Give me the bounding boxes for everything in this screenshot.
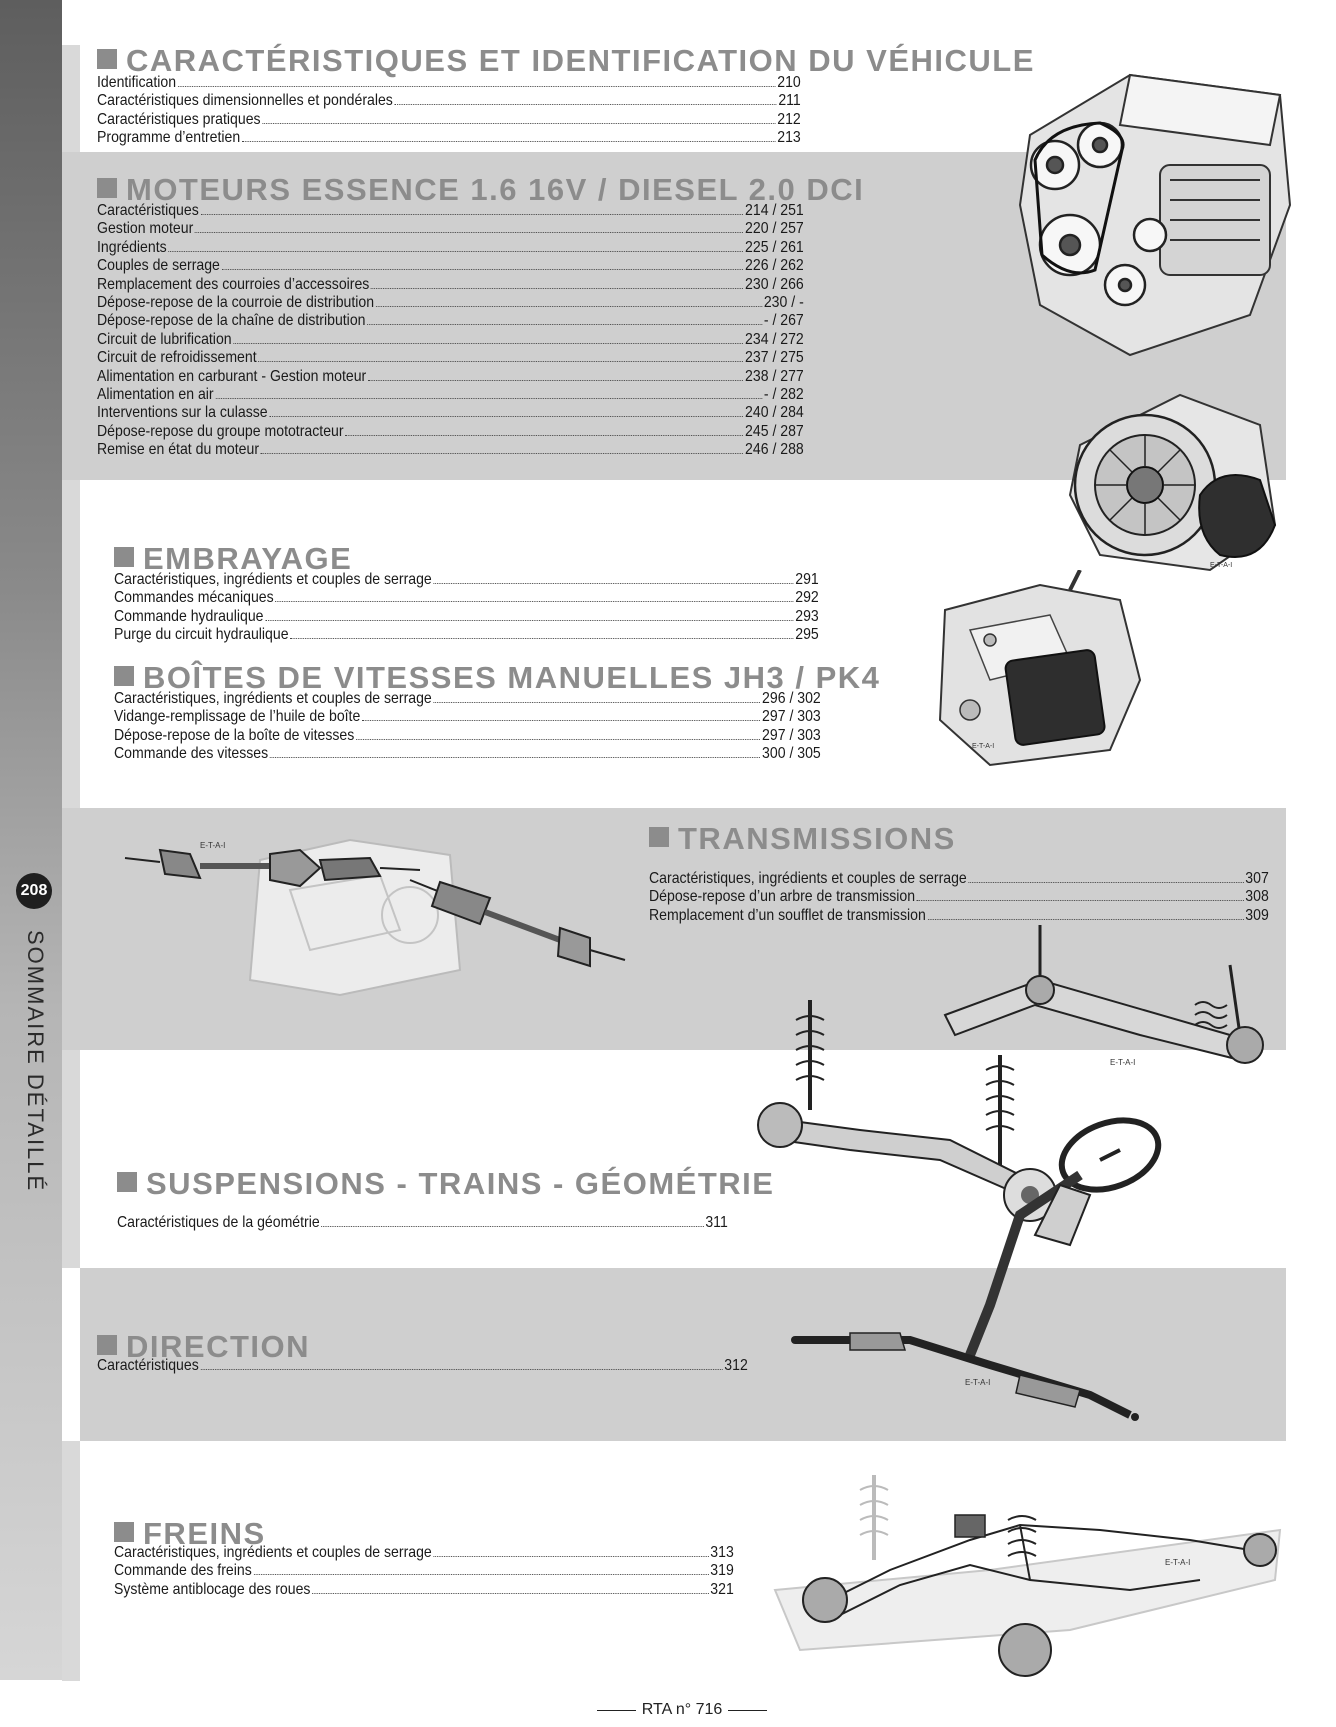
footer-text: RTA n° 716 [641, 1701, 723, 1718]
toc-item[interactable] [97, 441, 804, 459]
toc-item-page: 240 / 284 [745, 404, 804, 422]
toc-item-label: Caractéristiques, ingrédients et couples de serrage [114, 690, 432, 707]
toc-item-page: 307 [1245, 870, 1269, 887]
toc-item-label: Circuit de refroidissement [97, 349, 257, 367]
toc-item[interactable] [114, 626, 819, 644]
toc-leader [434, 702, 761, 703]
toc-item[interactable] [97, 202, 804, 220]
section-title-text: FREINS [143, 1516, 266, 1551]
toc-leader [969, 882, 1244, 883]
toc-item-page: - / 282 [763, 385, 804, 403]
toc-item-label: Dépose-repose de la chaîne de distribution [97, 312, 366, 330]
toc-item-page: 292 [795, 589, 819, 607]
side-title-text: SOMMAIRE DÉTAILLÉ [23, 930, 48, 1193]
toc-item-label: Système antiblocage des roues [114, 1580, 311, 1598]
toc-item-page: 245 / 287 [745, 422, 804, 440]
toc-leader [376, 306, 762, 307]
page-number-badge: 208 [16, 873, 52, 909]
toc-item[interactable] [114, 1544, 734, 1562]
toc-item-label: Dépose-repose de la courroie de distribution [97, 293, 375, 311]
toc-leader [215, 398, 762, 399]
toc-item-label: Interventions sur la culasse [97, 404, 268, 422]
toc-item[interactable] [114, 571, 819, 589]
toc-leader [362, 720, 760, 721]
toc-item-page: 297 / 303 [762, 726, 821, 744]
toc-item-label: Remise en état du moteur [97, 441, 260, 459]
toc-item-page: 296 / 302 [762, 690, 821, 707]
toc-item-page: 295 [795, 626, 819, 644]
toc-item[interactable] [114, 727, 821, 745]
toc-item-page: 313 [710, 1544, 734, 1561]
toc-item-page: 308 [1245, 888, 1269, 906]
toc-item-label: Alimentation en carburant - Gestion moteur [97, 367, 367, 385]
section-title-vehicule [97, 45, 1035, 76]
toc-item-page: 312 [724, 1357, 748, 1374]
toc-item[interactable] [97, 349, 804, 367]
section-title-text: SUSPENSIONS - TRAINS - GÉOMÉTRIE [146, 1166, 775, 1201]
toc-item[interactable] [114, 745, 821, 763]
toc-item-page: 237 / 275 [745, 349, 804, 367]
toc-item[interactable] [114, 589, 819, 607]
toc-item[interactable] [114, 608, 819, 626]
toc-item[interactable] [97, 1357, 748, 1375]
toc-item-label: Identification [97, 74, 177, 91]
toc-item-page: 213 [777, 129, 801, 147]
toc-leader [917, 900, 1244, 901]
toc-item-page: 230 / - [763, 293, 804, 311]
toc-item[interactable] [649, 870, 1269, 888]
etai-label: E-T-A-I [972, 743, 995, 750]
toc-item-page: 225 / 261 [745, 238, 804, 256]
toc-item[interactable] [97, 111, 801, 129]
brakes-illustration [770, 1470, 1285, 1685]
toc-item-page: 300 / 305 [762, 745, 821, 763]
toc-item-page: 311 [705, 1214, 728, 1231]
toc-item[interactable] [649, 888, 1269, 906]
section-title-text: TRANSMISSIONS [678, 821, 956, 856]
etai-label: E-T-A-I [1110, 1058, 1136, 1067]
toc-item-label: Dépose-repose du groupe mototracteur [97, 422, 344, 440]
toc-leader [395, 104, 777, 105]
band-strip-suspensions [62, 1050, 80, 1268]
toc-item[interactable] [97, 423, 804, 441]
toc-leader [371, 288, 743, 289]
title-square-icon [97, 178, 117, 198]
section-title-text: DIRECTION [126, 1329, 310, 1364]
toc-item[interactable] [97, 404, 804, 422]
toc-suspensions [117, 1214, 728, 1232]
toc-item-label: Couples de serrage [97, 257, 220, 275]
toc-item-label: Commandes mécaniques [114, 589, 274, 607]
toc-leader [368, 380, 743, 381]
toc-item[interactable] [97, 331, 804, 349]
toc-item[interactable] [97, 386, 804, 404]
toc-item-label: Caractéristiques, ingrédients et couples de serrage [649, 870, 967, 887]
toc-item[interactable] [97, 312, 804, 330]
toc-leader [367, 324, 762, 325]
toc-item-page: 214 / 251 [745, 202, 804, 219]
toc-item-label: Gestion moteur [97, 220, 194, 238]
toc-item[interactable] [114, 708, 821, 726]
band-strip-freins [62, 1441, 80, 1681]
engine-illustration [1010, 55, 1300, 365]
toc-item[interactable] [97, 257, 804, 275]
toc-freins [114, 1544, 734, 1599]
title-square-icon [117, 1172, 137, 1192]
toc-item[interactable] [97, 276, 804, 294]
toc-leader [269, 416, 743, 417]
toc-item-label: Remplacement d’un soufflet de transmission [649, 906, 926, 924]
toc-leader [345, 435, 743, 436]
toc-item-label: Commande des vitesses [114, 745, 269, 763]
toc-item-label: Ingrédients [97, 238, 167, 256]
toc-boites [114, 690, 821, 764]
toc-item-label: Caractéristiques de la géométrie [117, 1214, 320, 1231]
section-title-boites [114, 662, 880, 693]
page-footer [597, 1701, 767, 1719]
toc-leader [178, 86, 776, 87]
toc-item[interactable] [97, 129, 801, 147]
section-title-text: MOTEURS ESSENCE 1.6 16V / DIESEL 2.0 DCI [126, 172, 865, 207]
toc-leader [222, 269, 744, 270]
toc-leader [200, 1369, 722, 1370]
toc-item-label: Remplacement des courroies d’accessoires [97, 275, 370, 293]
toc-item-page: 234 / 272 [745, 330, 804, 348]
toc-leader [258, 361, 743, 362]
footer-rule-right [728, 1710, 767, 1711]
band-strip-vehicule [62, 45, 80, 153]
toc-leader [253, 1574, 708, 1575]
section-title-embrayage [114, 543, 352, 574]
toc-item-label: Caractéristiques [97, 202, 199, 219]
toc-leader [262, 123, 775, 124]
toc-item-label: Programme d’entretien [97, 129, 241, 147]
toc-leader [168, 251, 743, 252]
toc-item-label: Caractéristiques, ingrédients et couples de serrage [114, 1544, 432, 1561]
toc-embrayage [114, 571, 819, 645]
toc-item[interactable] [114, 1562, 734, 1580]
section-title-text: CARACTÉRISTIQUES ET IDENTIFICATION DU VÉHICULE [126, 43, 1035, 78]
toc-item-page: 210 [777, 74, 801, 91]
etai-label: E-T-A-I [1210, 562, 1233, 569]
toc-item[interactable] [97, 239, 804, 257]
toc-item-page: 226 / 262 [745, 257, 804, 275]
toc-item-label: Alimentation en air [97, 385, 214, 403]
title-square-icon [97, 49, 117, 69]
toc-leader [265, 620, 793, 621]
toc-item-page: 211 [778, 92, 801, 110]
toc-item-label: Commande des freins [114, 1562, 252, 1580]
footer-rule-left [597, 1710, 636, 1711]
toc-item-label: Circuit de lubrification [97, 330, 232, 348]
steering-illustration [790, 1095, 1180, 1440]
side-title [0, 930, 62, 1230]
toc-item-page: - / 267 [763, 312, 804, 330]
toc-leader [242, 141, 776, 142]
toc-item[interactable] [97, 220, 804, 238]
toc-item-page: 319 [710, 1562, 734, 1580]
toc-item-label: Dépose-repose d’un arbre de transmission [649, 888, 916, 906]
etai-label: E-T-A-I [965, 1378, 991, 1387]
toc-item[interactable] [97, 294, 804, 312]
toc-item[interactable] [114, 1581, 734, 1599]
toc-item[interactable] [97, 74, 801, 92]
title-square-icon [114, 1522, 134, 1542]
toc-item-label: Vidange-remplissage de l’huile de boîte [114, 708, 361, 726]
toc-item-label: Dépose-repose de la boîte de vitesses [114, 726, 355, 744]
side-bar [0, 0, 62, 1680]
section-title-suspensions [117, 1168, 774, 1199]
toc-leader [356, 739, 760, 740]
toc-leader [312, 1593, 708, 1594]
toc-item-page: 291 [795, 571, 819, 588]
title-square-icon [114, 666, 134, 686]
toc-leader [321, 1226, 703, 1227]
toc-item-label: Caractéristiques pratiques [97, 110, 261, 128]
toc-item-page: 246 / 288 [745, 441, 804, 459]
toc-moteurs [97, 202, 804, 459]
toc-item[interactable] [114, 690, 821, 708]
toc-item-page: 212 [777, 110, 801, 128]
toc-item[interactable] [97, 92, 801, 110]
etai-label: E-T-A-I [200, 841, 226, 850]
toc-leader [290, 638, 793, 639]
toc-item-label: Commande hydraulique [114, 607, 264, 625]
gearbox-illustration [930, 570, 1150, 770]
section-title-moteurs [97, 174, 864, 205]
toc-leader [261, 453, 744, 454]
toc-item-label: Purge du circuit hydraulique [114, 626, 289, 644]
title-square-icon [114, 547, 134, 567]
toc-item-page: 230 / 266 [745, 275, 804, 293]
toc-item-label: Caractéristiques [97, 1357, 199, 1374]
clutch-illustration [1060, 385, 1285, 575]
toc-item-page: 321 [710, 1580, 734, 1598]
toc-item-label: Caractéristiques, ingrédients et couples de serrage [114, 571, 432, 588]
toc-item-page: 297 / 303 [762, 708, 821, 726]
toc-direction [97, 1357, 748, 1375]
section-title-text: BOÎTES DE VITESSES MANUELLES JH3 / PK4 [143, 660, 881, 695]
toc-item-label: Caractéristiques dimensionnelles et pondérales [97, 92, 393, 110]
toc-item[interactable] [97, 368, 804, 386]
toc-leader [434, 1556, 709, 1557]
toc-leader [434, 583, 794, 584]
toc-leader [233, 343, 743, 344]
section-title-transmissions [649, 823, 956, 854]
transmission-illustration [120, 820, 640, 1010]
toc-leader [270, 757, 760, 758]
etai-label: E-T-A-I [1165, 1558, 1191, 1567]
toc-item-page: 220 / 257 [745, 220, 804, 238]
section-title-text: EMBRAYAGE [143, 541, 353, 576]
toc-vehicule [97, 74, 801, 148]
toc-leader [275, 601, 793, 602]
title-square-icon [97, 1335, 117, 1355]
band-strip-boites [62, 480, 80, 808]
toc-leader [200, 214, 743, 215]
title-square-icon [649, 827, 669, 847]
toc-item[interactable] [117, 1214, 728, 1232]
toc-item-page: 238 / 277 [745, 367, 804, 385]
toc-item-page: 309 [1245, 906, 1269, 924]
toc-leader [195, 232, 743, 233]
toc-item-page: 293 [795, 607, 819, 625]
